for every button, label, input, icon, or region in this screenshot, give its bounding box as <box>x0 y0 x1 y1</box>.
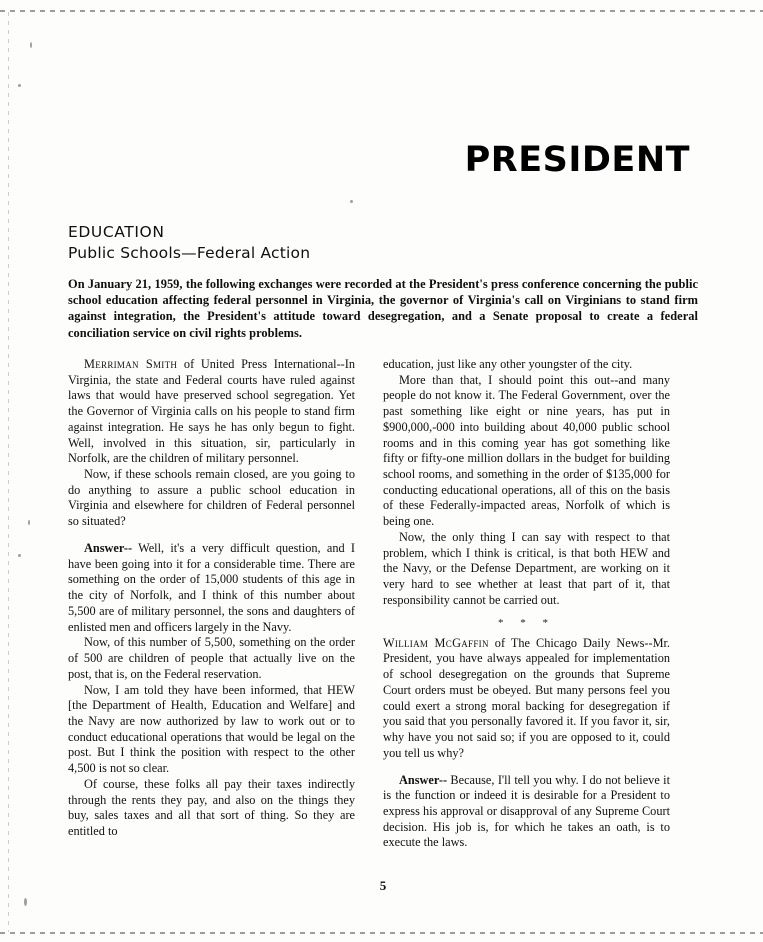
paragraph: Now, if these schools remain closed, are you going to do anything to assure a public school education in Virginia and elsewhere for children of Federal personnel so situated? <box>68 466 355 529</box>
paragraph: Now, I am told they have been informed, that HEW [the Department of Health, Education and Welfare] and the Navy are now authorized by law to work out or to conduct educational operations that would be legal on the post. But I think the position with respect to the other 4,500 is not so clear. <box>68 682 355 776</box>
article-deck: On January 21, 1959, the following exchanges were recorded at the President's press conference concerning the public school education affecting federal personnel in Virginia, the governor of Virginia's call on Virginians to stand firm against integration, the President's attitude toward desegregation, and a Senate proposal to create a federal conciliation service on civil rights problems. <box>68 276 698 340</box>
scan-speck <box>24 898 27 906</box>
page-title: PRESIDENT <box>464 140 690 180</box>
paragraph <box>68 541 355 635</box>
speaker-name: Merriman Smith <box>84 356 178 371</box>
page-content <box>68 0 698 942</box>
section-title: EDUCATION <box>68 223 165 241</box>
paragraph <box>383 636 670 762</box>
scan-speck <box>28 520 30 525</box>
paragraph: Now, the only thing I can say with respect to that problem, which I think is critical, is that both HEW and the Navy, or the Defense Department, are working on it very hard to see whether at least that part of it, that responsibility cannot be carried out. <box>383 529 670 607</box>
paragraph: education, just like any other youngster of the city. <box>383 356 633 371</box>
speaker-name: William McGaffin <box>383 635 489 650</box>
paragraph <box>68 357 355 467</box>
right-column <box>383 357 670 851</box>
paragraph: Now, of this number of 5,500, something on the order of 500 are children of people that actually live on the post, that is, on the Federal reservation. <box>68 635 355 681</box>
scan-speck <box>18 84 21 87</box>
paragraph-text: Because, I'll tell you why. I do not believe it is the function or indeed it is desirable for a President to express his approval or disapproval of any Supreme Court decision. His job is, for which he takes an oath, is to execute the laws. <box>383 772 670 850</box>
paragraph: More than that, I should point this out--and many people do not know it. The Federal Government, over the past something like eight or nine years, has put in $900,000,-000 into building about 40,000 public school rooms and in this coming year has got something like fifty or fifty-one million dollars in the budget for building school rooms, and something in the order of $135,000 for conducting educational operations, all of this on the basis of these Federally-impacted areas, Norfolk of which is being one. <box>383 372 670 529</box>
scan-speck <box>18 554 21 557</box>
section-heading <box>68 222 698 264</box>
section-subtitle: Public Schools—Federal Action <box>68 243 311 262</box>
paragraph-text: Well, it's a very difficult question, and I have been going into it for a considerable time. There are something on the order of 15,000 students of this age in the city of Norfolk, and I think of this number about 5,500 are of military personnel, the sons and daughters of enlisted men and officers largely in the Navy. <box>68 540 355 634</box>
paragraph-text: of The Chicago Daily News--Mr. President, you have always appealed for implementation of school desegregation on the grounds that Supreme Court orders must be obeyed. But many persons feel you could exert a strong moral backing for desegregation if you said that you personally favored it. If you favor it, sir, why have you not said so; if you are opposed to it, could you tell us why? <box>383 635 670 760</box>
answer-label: Answer-- <box>84 540 133 555</box>
paragraph: Of course, these folks all pay their taxes indirectly through the rents they pay, and also on the things they buy, sales taxes and all that sort of thing. So they are entitled to <box>68 776 355 839</box>
scan-edge-left <box>8 12 9 932</box>
section-divider-dinkus: * * * <box>498 616 555 629</box>
answer-label: Answer-- <box>399 772 448 787</box>
article-columns <box>68 357 698 851</box>
page-number: 5 <box>379 878 387 893</box>
paragraph <box>383 773 670 852</box>
paragraph-text: of United Press International--In Virginia, the state and Federal courts have ruled against laws that would have preserved school segregation. Yet the Governor of Virginia calls on his people to stand firm against integration. He says he has only begun to fight. Well, involved in this situation, sir, particularly in Norfolk, are the children of military personnel. <box>68 356 356 466</box>
scan-speck <box>30 42 32 48</box>
left-column <box>68 357 355 851</box>
